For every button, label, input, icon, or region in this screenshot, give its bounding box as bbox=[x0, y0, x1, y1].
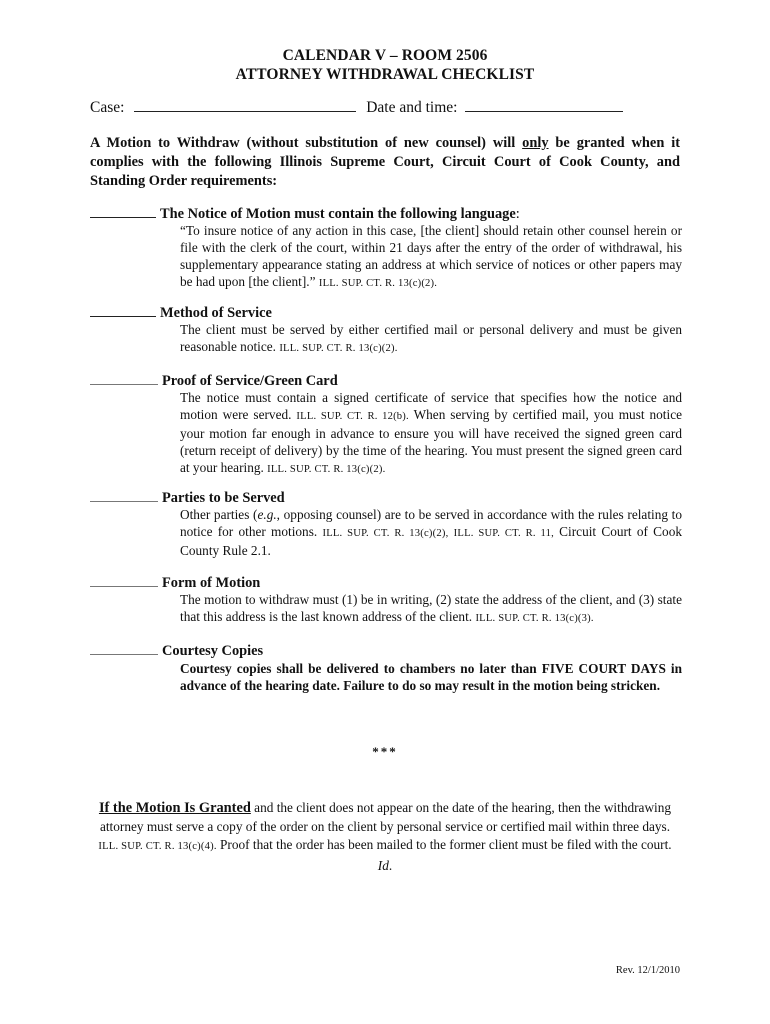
item-body bbox=[180, 223, 682, 293]
item-title: Parties to be Served bbox=[162, 490, 285, 506]
checkbox-line bbox=[90, 205, 156, 218]
item-title-colon: : bbox=[515, 206, 520, 222]
revision-date: Rev. 12/1/2010 bbox=[615, 965, 680, 976]
checkbox-line bbox=[90, 574, 158, 587]
date-time-blank bbox=[465, 97, 623, 112]
local-rule-citation: Circuit Court of Cook County Rule 2.1. bbox=[180, 523, 682, 558]
item-title: Form of Motion bbox=[162, 575, 261, 591]
item-body bbox=[180, 660, 682, 694]
case-line bbox=[90, 97, 623, 117]
rule-citation: ILL. SUP. CT. R. 13(c)(2). bbox=[318, 277, 438, 289]
checklist-item-method-of-service bbox=[90, 304, 682, 358]
intro-text-continued: be granted when it complies with the following Illinois Supreme Court, Circuit Court of Cook County, and Standing Order requirements: bbox=[90, 135, 681, 189]
rule-citation: ILL. SUP. CT. R. 13(c)(2), bbox=[322, 527, 449, 539]
item-title: Courtesy Copies bbox=[162, 643, 264, 659]
checklist-item-notice-of-motion bbox=[90, 205, 682, 293]
checkbox-line bbox=[90, 304, 156, 317]
checkbox-line bbox=[90, 372, 158, 385]
rule-citation: ILL. SUP. CT. R. 13(c)(4). bbox=[98, 841, 217, 852]
item-text-continued: , opposing counsel) are to be served in accordance with the rules relating to notice for other motions. bbox=[180, 507, 683, 539]
item-title: The Notice of Motion must contain the following language bbox=[160, 206, 516, 222]
item-title: Proof of Service/Green Card bbox=[162, 373, 338, 389]
checklist-item-proof-of-service bbox=[90, 372, 682, 479]
rule-citation: ILL. SUP. CT. R. 13(c)(3). bbox=[475, 612, 594, 624]
section-separator: *** bbox=[372, 744, 398, 759]
date-time-label: Date and time: bbox=[366, 99, 458, 116]
item-text: “To insure notice of any action in this case, [the client] should retain other counsel herein or file with the clerk of the court, within 21 days after the entry of the order of withdrawal, his supplementary appearance stating an address at which service of notices or other papers may be had upon [the client].” bbox=[180, 223, 682, 289]
motion-granted-paragraph: If the Motion Is Granted and the client does not appear on the date of the hearing, then the withdrawing attorney must serve a copy of the order on the client by personal service or certified mail within three days. ILL. SUP. CT. R. 13(c)(4). Proof that the order has been mailed to the former client must be filed with the court. Id. bbox=[98, 800, 672, 873]
item-body bbox=[180, 592, 682, 628]
granted-text-continued: Proof that the order has been mailed to the former client must be filed with the court. bbox=[216, 837, 672, 852]
id-citation: Id bbox=[377, 857, 389, 873]
item-body bbox=[180, 322, 682, 358]
item-text-italic: e.g. bbox=[257, 507, 277, 522]
rule-citation: ILL. SUP. CT. R. 12(b). bbox=[296, 410, 409, 422]
intro-paragraph bbox=[90, 134, 680, 191]
rule-citation: ILL. SUP. CT. R. 11, bbox=[453, 527, 554, 539]
rule-citation: ILL. SUP. CT. R. 13(c)(2). bbox=[279, 342, 398, 354]
item-text: The motion to withdraw must (1) be in writing, (2) state the address of the client, and (3) state that this address is the last known address of the client. bbox=[180, 592, 682, 624]
checklist-item-parties-to-be-served bbox=[90, 489, 682, 560]
page-subtitle: ATTORNEY WITHDRAWAL CHECKLIST bbox=[235, 66, 535, 83]
checklist-item-form-of-motion bbox=[90, 574, 682, 628]
item-body bbox=[180, 390, 682, 479]
intro-emphasis: only bbox=[522, 135, 549, 151]
checkbox-line bbox=[90, 642, 158, 655]
item-text: Other parties ( bbox=[180, 507, 258, 522]
checkbox-line bbox=[90, 489, 158, 502]
motion-granted-heading: If the Motion Is Granted bbox=[98, 800, 251, 816]
intro-text: A Motion to Withdraw (without substitution of new counsel) will bbox=[90, 135, 523, 151]
case-blank bbox=[134, 97, 356, 112]
item-text: The notice must contain a signed certificate of service that specifies how the notice and motion were served. bbox=[180, 390, 682, 422]
case-label: Case: bbox=[90, 99, 125, 116]
item-text: Courtesy copies shall be delivered to chambers no later than FIVE COURT DAYS in advance of the hearing date. Failure to do so may result in the motion being stricken. bbox=[180, 661, 682, 693]
item-text-continued: When serving by certified mail, you must notice your motion far enough in advance to ensure you will have received the signed green card (return receipt of delivery) by the time of the hearing. You must present the signed green card at your hearing. bbox=[180, 406, 683, 475]
granted-text: and the client does not appear on the date of the hearing, then the withdrawing attorney must serve a copy of the order on the client by personal service or certified mail within three days. bbox=[99, 800, 672, 834]
item-body bbox=[180, 507, 682, 560]
checklist-item-courtesy-copies bbox=[90, 642, 682, 694]
rule-citation: ILL. SUP. CT. R. 13(c)(2). bbox=[267, 463, 386, 475]
page-title: CALENDAR V – ROOM 2506 bbox=[282, 47, 488, 64]
item-text: The client must be served by either certified mail or personal delivery and must be given reasonable notice. bbox=[180, 322, 682, 354]
item-title: Method of Service bbox=[160, 305, 272, 321]
